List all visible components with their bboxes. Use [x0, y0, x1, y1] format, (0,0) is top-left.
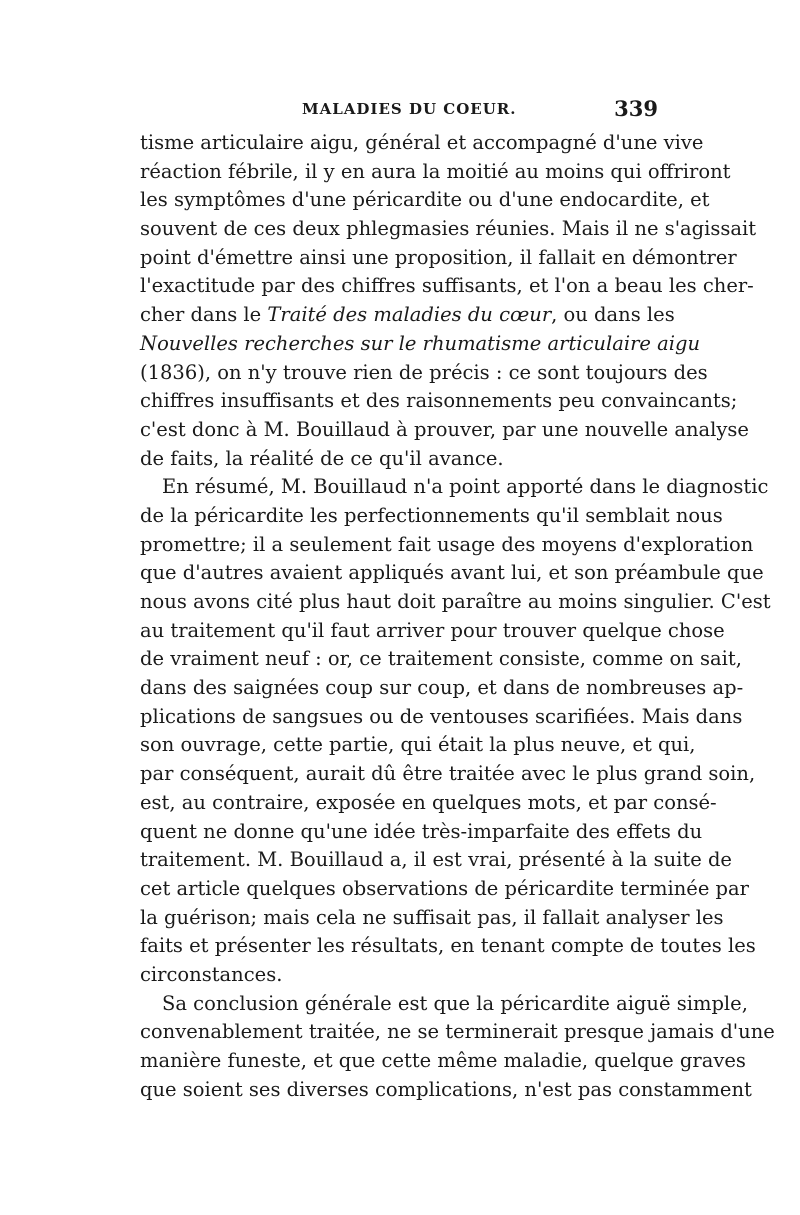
text-line: de la péricardite les perfectionnements qu'il semblait nous — [140, 503, 723, 527]
running-head — [140, 96, 660, 128]
text-line: est, au contraire, exposée en quelques mots, et par consé- — [140, 790, 717, 814]
text-line: dans des saignées coup sur coup, et dans de nombreuses ap- — [140, 676, 744, 700]
text-line: (1836), on n'y trouve rien de précis : ce sont toujours des — [140, 360, 708, 384]
text-line: réaction fébrile, il y en aura la moitié au moins qui offriront — [140, 159, 731, 183]
text-line: manière funeste, et que cette même maladie, quelque graves — [140, 1049, 746, 1072]
text-line: nous avons cité plus haut doit paraître au moins singulier. C'est — [140, 590, 771, 613]
paragraph — [140, 129, 757, 473]
text-line: c'est donc à M. Bouillaud à prouver, par une nouvelle analyse — [140, 417, 749, 441]
text-line: point d'émettre ainsi une proposition, il fallait en démontrer — [140, 245, 737, 269]
text-line: cher dans le Traité des maladies du cœur, ou dans les — [140, 303, 675, 327]
text-line: En résumé, M. Bouillaud n'a point apporté dans le diagnostic — [162, 475, 769, 499]
text-line: souvent de ces deux phlegmasies réunies. Mais il ne s'agissait — [140, 217, 757, 241]
text-line: convenablement traitée, ne se terminerait presque jamais d'une — [140, 1020, 775, 1044]
text-line: de vraiment neuf : or, ce traitement consiste, comme on sait, — [140, 647, 742, 671]
text-line: promettre; il a seulement fait usage des moyens d'exploration — [140, 532, 754, 556]
text-line: quent ne donne qu'une idée très-imparfaite des effets du — [140, 819, 703, 843]
text-line: circonstances. — [140, 962, 283, 986]
text-line: que soient ses diverses complications, n'est pas constamment — [140, 1077, 752, 1101]
text-line: au traitement qu'il faut arriver pour trouver quelque chose — [140, 618, 725, 642]
text-line: Sa conclusion générale est que la péricardite aiguë simple, — [162, 991, 748, 1015]
text-line: plications de sangsues ou de ventouses scarifiées. Mais dans — [140, 704, 743, 728]
text-line: son ouvrage, cette partie, qui était la plus neuve, et qui, — [140, 733, 696, 757]
text-line: tisme articulaire aigu, général et accompagné d'une vive — [140, 131, 704, 154]
text-line: l'exactitude par des chiffres suffisants, et l'on a beau les cher- — [140, 274, 754, 298]
text-line: la guérison; mais cela ne suffisait pas, il fallait analyser les — [140, 905, 724, 929]
text-line: les symptômes d'une péricardite ou d'une endocardite, et — [140, 188, 710, 212]
text-line: de faits, la réalité de ce qu'il avance. — [140, 446, 504, 470]
text-line: faits et présenter les résultats, en tenant compte de toutes les — [140, 934, 756, 958]
body-text — [140, 129, 775, 1104]
paragraph — [140, 990, 775, 1105]
text-line: traitement. M. Bouillaud a, il est vrai, présenté à la suite de — [140, 848, 732, 872]
text-line: chiffres insuffisants et des raisonnements peu convaincants; — [140, 389, 738, 413]
text-line: cet article quelques observations de péricardite terminée par — [140, 876, 749, 900]
text-line: par conséquent, aurait dû être traitée avec le plus grand soin, — [140, 762, 756, 786]
text-line: que d'autres avaient appliqués avant lui, et son préambule que — [140, 561, 764, 585]
text-line: Nouvelles recherches sur le rhumatisme articulaire aigu — [140, 331, 701, 355]
paragraph — [140, 473, 771, 989]
running-title: MALADIES DU COEUR. — [302, 100, 517, 118]
page-number: 339 — [614, 96, 658, 121]
